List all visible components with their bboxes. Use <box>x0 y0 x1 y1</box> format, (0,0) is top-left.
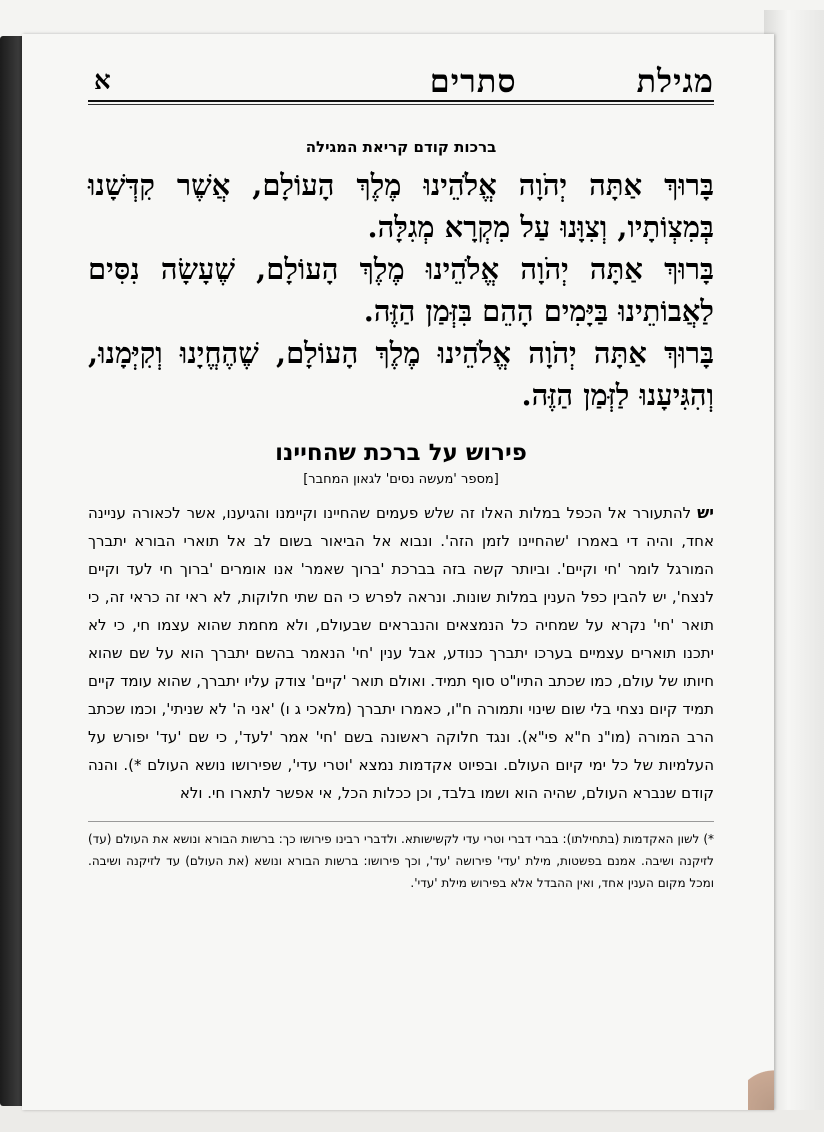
page-content <box>88 138 714 894</box>
running-head-title <box>430 62 714 100</box>
commentary-source: [מספר 'מעשה נסים' לגאון המחבר] <box>303 472 499 487</box>
blessing-3: בָּרוּךְ אַתָּה יְהֹוָה אֱלֹהֵינוּ מֶלֶךְ הָעוֹלָם, שֶׁהֶחֱיָנוּ וְקִיְּמָנוּ, וְהִגִּיעָנוּ לַזְּמַן הַזֶּה. <box>88 336 714 412</box>
footnote: *) לשון האקדמות (בתחילתו): בברי דברי וטרי עדי לקשישותא. ולדברי רבינו פירושו כך: ברשות הבורא ונושא את העולם (עד) לזיקנה ושיבה. אמנם בפשטות, מילת 'עדי' פירושה 'עד', וכך פירושו: ברשות הבורא ונושא (את העולם) עד לזיקנה ושיבה. ומכל מקום הענין אחד, ואין ההבדל אלא בפירוש מילת 'עדי'. <box>88 832 714 890</box>
running-head <box>88 62 714 102</box>
page-number: א <box>94 66 111 96</box>
commentary-lead-word: יש <box>697 503 714 522</box>
running-head-word-1: מגילת <box>636 62 714 100</box>
header-rule-thin <box>88 104 714 105</box>
footnote-divider <box>88 821 714 822</box>
commentary-title: פירוש על ברכת שהחיינו <box>275 440 527 466</box>
commentary-text: להתעורר אל הכפל במלות האלו זה שלש פעמים שהחיינו וקיימנו והגיענו, אשר לכאורה עניינה אחד, והיה די באמרו 'שהחיינו לזמן הזה'. ונבוא אל הביאור בשום לב אל תוארי הבורא יתברך המורגל לומר 'חי וקיים'. וביותר קשה בזה בברכת 'ברוך שאמר' אנו אומרים 'ברוך חי לעד וקיים לנצח', יש להבין כפל הענין במלות שונות. ונראה לפרש כי הם שתי חלוקות, לא ראי זה כראי זה, כי תואר 'חי' נקרא על שמחיה כל הנמצאים והנבראים שבעולם, ולא מחמת שהוא עצמו חי, כי לא יתכנו תוארים עצמיים בערכו יתברך כנודע, אבל ענין 'חי' הנאמר בהשם יתברך הוא על שם שהוא חיותו של עולם, כמו שכתב התיו"ט סוף תמיד. ואולם תואר 'קיים' צודק עליו יתברך, שהוא עומד קיים תמיד קיום נצחי בלי שום שינוי ותמורה ח"ו, כאמרו יתברך (מלאכי ג ו) 'אני ה' לא שניתי', וכמו שכתב הרב המורה (מו"נ ח"א פי"א). ונגד חלוקה ראשונה בשם 'חי' אמר 'לעד', כי שם 'עד' יפורש על העלמיות של כל ימי קיום העולם. ובפיוט אקדמות נמצא 'וטרי עדי', שפירושו נושא העולם *). והנה קודם שנברא העולם, שהיה הוא ושמו בלבד, וכן ככלות הכל, אי אפשר לתארו חי. ולא <box>88 504 714 802</box>
section-heading: ברכות קודם קריאת המגילה <box>305 138 497 156</box>
commentary-paragraph <box>88 499 714 807</box>
blessing-1: בָּרוּךְ אַתָּה יְהֹוָה אֱלֹהֵינוּ מֶלֶךְ הָעוֹלָם, אֲשֶׁר קִדְּשָׁנוּ בְּמִצְוֹתָיו, וְצִוָּנוּ עַל מִקְרָא מְגִלָּה. <box>88 168 714 244</box>
blessing-2: בָּרוּךְ אַתָּה יְהֹוָה אֱלֹהֵינוּ מֶלֶךְ הָעוֹלָם, שֶׁעָשָׂה נִסִּים לַאֲבוֹתֵינוּ בַּיָּמִים הָהֵם בִּזְּמַן הַזֶּה. <box>88 252 714 328</box>
header-rule <box>88 100 714 102</box>
running-head-word-2: סתרים <box>429 62 517 100</box>
thumb <box>748 1050 774 1110</box>
